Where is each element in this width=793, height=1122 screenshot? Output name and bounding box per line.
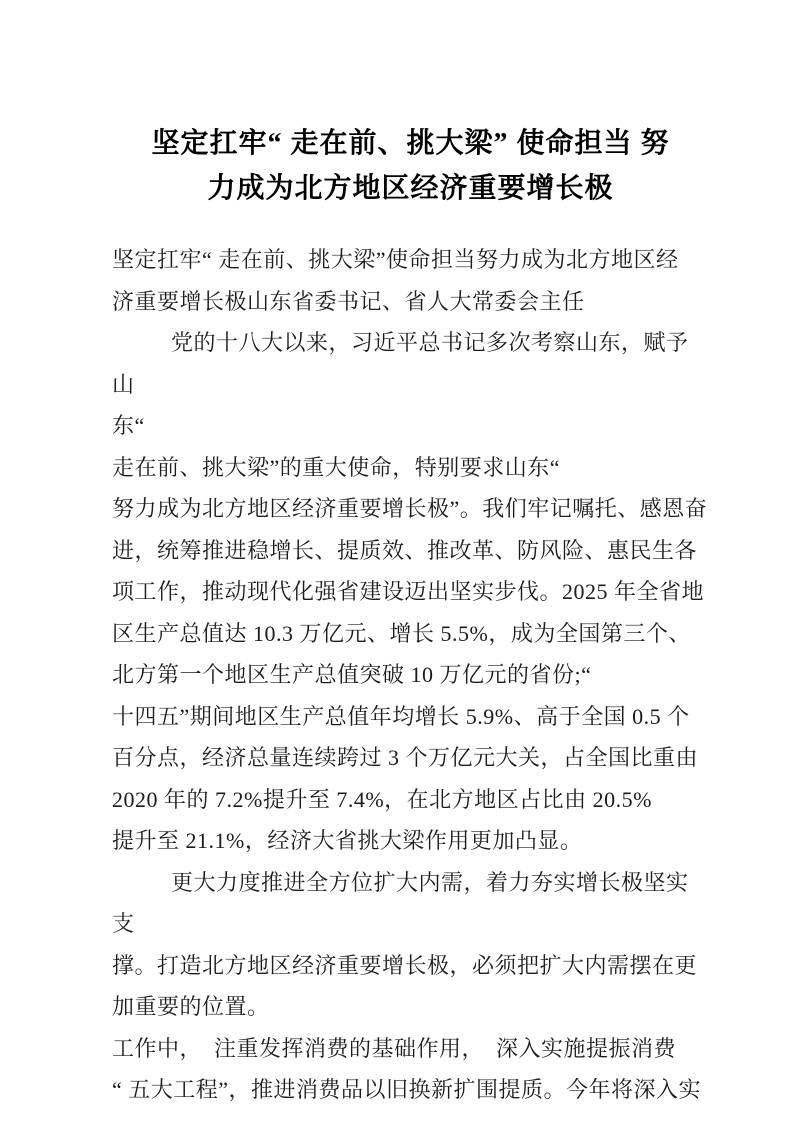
body-text-line: 坚定扛牢“ 走在前、挑大梁”使命担当努力成为北方地区经: [112, 247, 679, 272]
body-text-line: 东“: [112, 413, 145, 438]
document-body: [112, 239, 709, 1111]
body-text-line: 撑。打造北方地区经济重要增长极，必须把扩大内需摆在更: [112, 952, 698, 978]
body-text-line: 工作中， 注重发挥消费的基础作用， 深入实施提振消费: [112, 1035, 677, 1061]
document-title-line-2: 力成为北方地区经济重要增长极: [207, 173, 614, 204]
body-text-line: 提升至 21.1%，经济大省挑大梁作用更加凸显。: [112, 828, 583, 853]
document-title: [112, 0, 709, 211]
body-text-line: 百分点，经济总量连续跨过 3 个万亿元大关，占全国比重由: [112, 745, 699, 770]
body-text-line: 十四五”期间地区生产总值年均增长 5.9%、高于全国 0.5 个: [112, 703, 690, 729]
body-text-line: 更大力度推进全方位扩大内需，着力夯实增长极坚实支: [112, 869, 689, 936]
body-text-line: “ 五大工程”，推进消费品以旧换新扩围提质。今年将深入实: [112, 1077, 702, 1102]
body-text-line: 区生产总值达 10.3 万亿元、增长 5.5%，成为全国第三个、: [112, 620, 691, 646]
body-text-line: 北方第一个地区生产总值突破 10 万亿元的省份;“: [112, 662, 592, 687]
body-text-line: 走在前、挑大梁”的重大使命，特别要求山东“: [112, 454, 561, 480]
document-title-line-1: 坚定扛牢“ 走在前、挑大梁” 使命担当 努: [151, 128, 670, 159]
body-text-line: 加重要的位置。: [112, 994, 270, 1019]
body-text-line: 2020 年的 7.2%提升至 7.4%，在北方地区占比由 20.5%: [112, 786, 652, 812]
body-text-line: 努力成为北方地区经济重要增长极”。我们牢记嘱托、感恩奋: [112, 496, 708, 521]
body-text-line: 党的十八大以来，习近平总书记多次考察山东，赋予山: [112, 330, 689, 397]
body-text-line: 进，统筹推进稳增长、提质效、推改革、防风险、惠民生各: [112, 537, 698, 563]
body-text-line: 项工作，推动现代化强省建设迈出坚实步伐。2025 年全省地: [112, 579, 705, 604]
body-text-line: 济重要增长极山东省委书记、省人大常委会主任: [112, 288, 585, 314]
